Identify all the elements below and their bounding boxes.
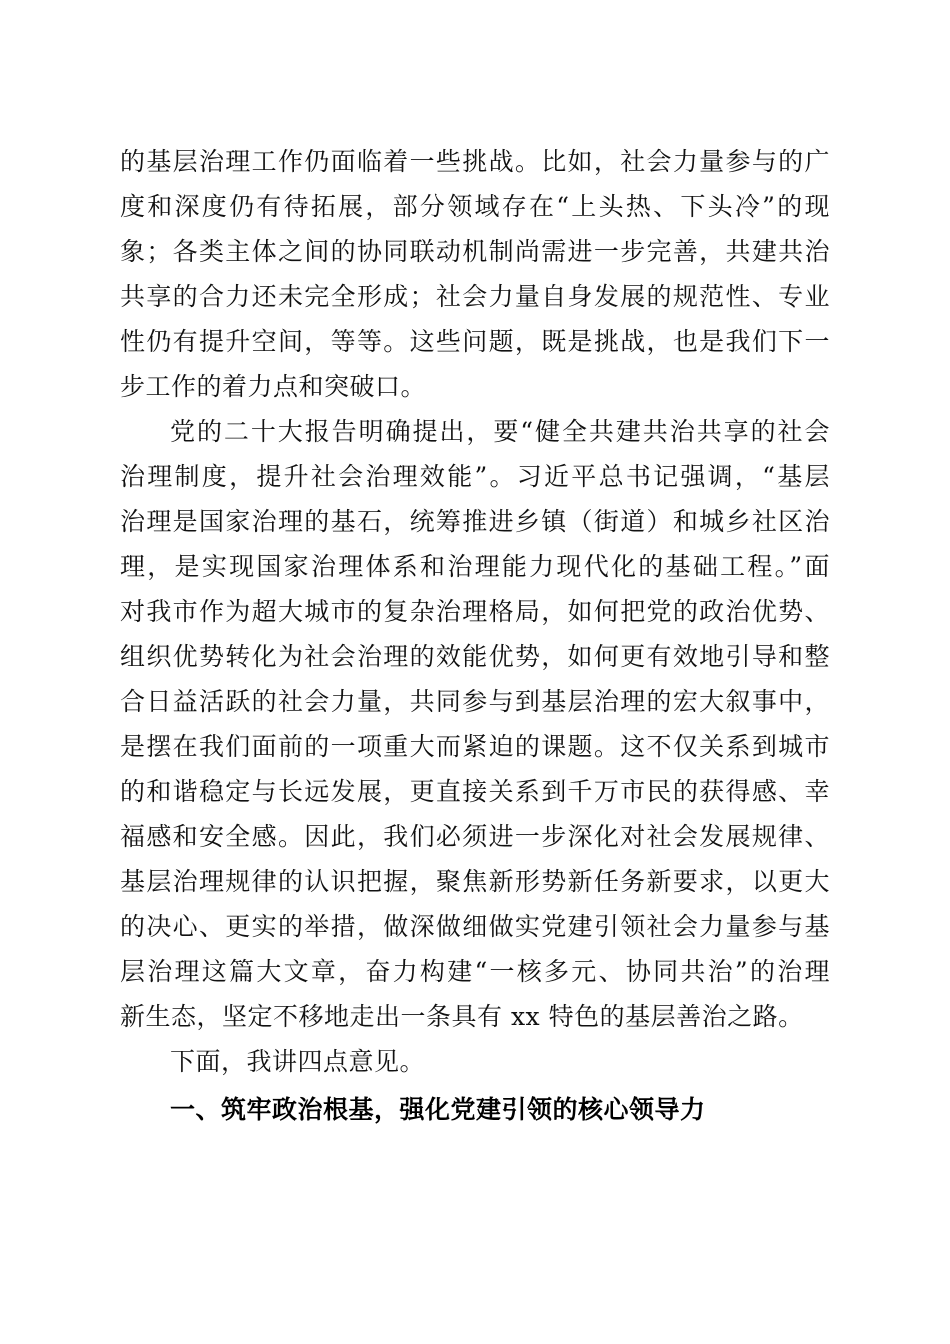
paragraph-2-line-4: 理，是实现国家治理体系和治理能力现代化的基础工程。”面	[120, 552, 830, 581]
paragraph-2-line-9: 的和谐稳定与长远发展，更直接关系到千万市民的获得感、幸	[120, 777, 830, 806]
paragraph-2-line-8: 是摆在我们面前的一项重大而紧迫的课题。这不仅关系到城市	[120, 732, 830, 761]
section-heading: 一、筑牢政治根基，强化党建引领的核心领导力	[170, 1095, 706, 1124]
paragraph-2-line-3: 治理是国家治理的基石，统筹推进乡镇（街道）和城乡社区治	[120, 507, 830, 536]
paragraph-3: 下面，我讲四点意见。	[170, 1047, 426, 1076]
paragraph-2-line-2: 治理制度，提升社会治理效能”。习近平总书记强调，“基层	[120, 462, 830, 491]
paragraph-1-line-5: 性仍有提升空间，等等。这些问题，既是挑战，也是我们下一	[120, 327, 830, 356]
paragraph-1-line-4: 共享的合力还未完全形成；社会力量自身发展的规范性、专业	[120, 282, 830, 311]
paragraph-2-line-1: 党的二十大报告明确提出，要“健全共建共治共享的社会	[170, 417, 830, 446]
paragraph-2-line-13: 层治理这篇大文章，奋力构建“一核多元、协同共治”的治理	[120, 957, 830, 986]
paragraph-2-line-11: 基层治理规律的认识把握，聚焦新形势新任务新要求，以更大	[120, 867, 830, 896]
paragraph-2-line-5: 对我市作为超大城市的复杂治理格局，如何把党的政治优势、	[120, 597, 830, 626]
paragraph-1-line-6: 步工作的着力点和突破口。	[120, 372, 427, 401]
paragraph-1-line-1: 的基层治理工作仍面临着一些挑战。比如，社会力量参与的广	[120, 147, 830, 176]
paragraph-2-line-14: 新生态，坚定不移地走出一条具有 xx 特色的基层善治之路。	[120, 1002, 804, 1031]
paragraph-2-line-10: 福感和安全感。因此，我们必须进一步深化对社会发展规律、	[120, 822, 830, 851]
paragraph-2-line-12: 的决心、更实的举措，做深做细做实党建引领社会力量参与基	[120, 912, 830, 941]
paragraph-2-line-7: 合日益活跃的社会力量，共同参与到基层治理的宏大叙事中，	[120, 687, 830, 716]
paragraph-1-line-3: 象；各类主体之间的协同联动机制尚需进一步完善，共建共治	[120, 237, 830, 266]
paragraph-1-line-2: 度和深度仍有待拓展，部分领域存在“上头热、下头冷”的现	[120, 192, 830, 221]
paragraph-2-line-6: 组织优势转化为社会治理的效能优势，如何更有效地引导和整	[120, 642, 830, 671]
